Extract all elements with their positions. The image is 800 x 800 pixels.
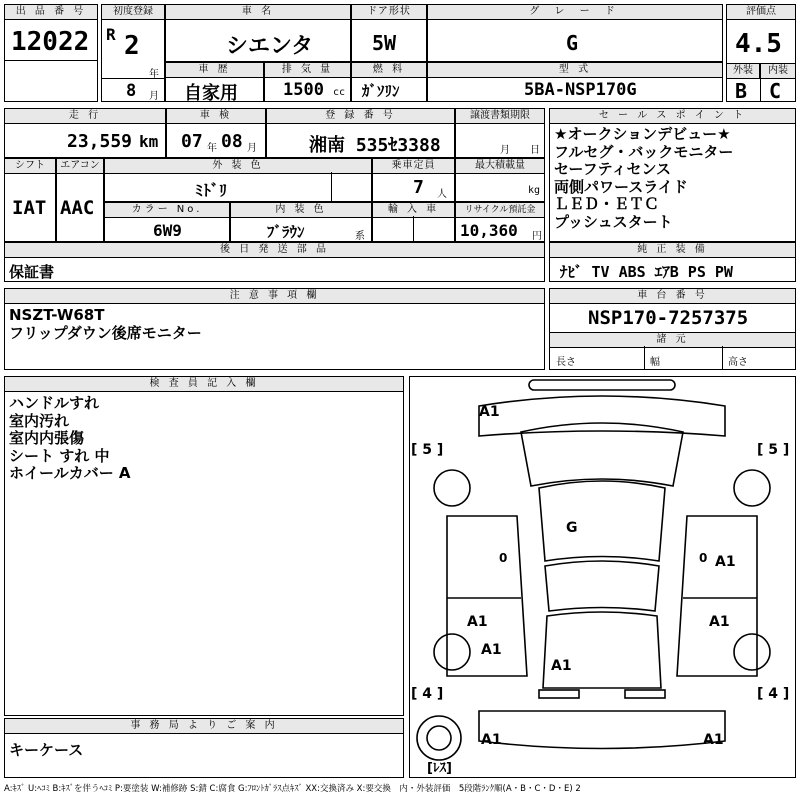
mileage: 23,559 [67, 131, 133, 152]
shift-box [4, 158, 56, 242]
registration-box [266, 108, 455, 158]
displacement-box [264, 62, 351, 102]
era: R [106, 25, 116, 44]
notes-box [4, 288, 545, 370]
equipment: ﾅﾋﾞ TV ABS ｴｱB PS PW [560, 263, 733, 281]
notes-list [9, 307, 202, 342]
int-color-label: 内 装 色 [230, 202, 372, 218]
sales-point-item: フルセグ・バックモニター [554, 142, 734, 161]
grade: G [566, 31, 579, 55]
inspection-label: 車 検 [166, 108, 266, 124]
rear-left-wheel [434, 634, 470, 670]
spec-divider-1 [644, 346, 645, 370]
capacity-box [372, 158, 455, 202]
int-color-box [230, 202, 372, 242]
sales-points-label: セ ー ル ス ポ イ ン ト [549, 108, 796, 124]
model-box [427, 62, 723, 102]
sales-point-item: ★オークションデビュー★ [554, 125, 731, 143]
recycle-unit: 円 [532, 231, 542, 242]
month-unit: 月 [149, 91, 159, 102]
max-load-box [455, 158, 545, 202]
int-score: C [769, 79, 782, 102]
rear-lamp-left [539, 690, 579, 698]
right-side-shape [677, 516, 757, 676]
ext-color: ﾐﾄﾞﾘ [195, 181, 228, 200]
inspector-box [4, 376, 404, 716]
sales-point-item: セーフティセンス [554, 160, 672, 178]
registration-label: 登 録 番 号 [266, 108, 455, 124]
score-box [726, 4, 796, 102]
notes-line: NSZT-W68T [9, 306, 105, 324]
color-no: 6W9 [153, 221, 182, 240]
ac: AAC [60, 197, 95, 219]
first-registration-box [101, 4, 165, 102]
rear-left-count: [ 4 ] [411, 686, 444, 702]
inspector-line: ハンドルすれ [9, 394, 100, 412]
first-reg-divider [102, 78, 164, 79]
notes-line: フリップダウン後席モニター [9, 323, 202, 342]
rear-outline [479, 711, 725, 749]
inspection-year-unit: 年 [207, 143, 217, 154]
damage-mark: 0 [699, 551, 708, 565]
office-box [4, 718, 404, 778]
equipment-box [549, 242, 796, 282]
recycle-amount: 10,360 [460, 221, 518, 240]
damage-mark: A1 [467, 614, 488, 630]
score: 4.5 [735, 29, 782, 59]
damage-mark: 0 [499, 551, 508, 565]
chassis-box [549, 288, 796, 370]
rear-lamp-right [625, 690, 665, 698]
lot-number-label: 出 品 番 号 [4, 4, 98, 20]
front-right-count: [ 5 ] [757, 442, 790, 458]
office-label: 事 務 局 よ り ご 案 内 [4, 718, 404, 734]
specs-label: 諸 元 [549, 332, 796, 348]
inspection-box [166, 108, 266, 158]
inspector-line: 室内内張傷 [9, 429, 85, 447]
later-parts: 保証書 [9, 263, 55, 281]
color-no-label: カラー No. [104, 202, 230, 218]
damage-mark: A1 [479, 404, 500, 420]
capacity-unit: 人 [437, 189, 447, 200]
shift-label: シフト [4, 158, 56, 174]
car-name-box [165, 4, 351, 62]
year-unit: 年 [149, 69, 159, 80]
inspector-line: シート すれ 中 [9, 446, 110, 465]
score-sub-divider [760, 63, 761, 102]
history: 自家用 [184, 83, 238, 102]
inspector-line: 室内汚れ [9, 411, 70, 430]
first-registration-label: 初度登録 [101, 4, 165, 20]
recycle-box [455, 202, 545, 242]
car-name: シエンタ [226, 34, 314, 59]
fuel-label: 燃 料 [351, 62, 427, 78]
model-label: 型 式 [427, 62, 723, 78]
history-label: 車 歴 [165, 62, 264, 78]
color-no-box [104, 202, 230, 242]
ext-color-label: 外 装 色 [104, 158, 372, 174]
first-reg-month: 8 [126, 81, 137, 101]
door-label: ドア形状 [351, 4, 427, 20]
door-shape: 5W [372, 31, 397, 55]
lot-number-divider [5, 60, 97, 61]
registration-number: 湘南 535ｾ3388 [309, 135, 441, 156]
width-label: 幅 [650, 357, 660, 368]
legend: A:ｷｽﾞ U:ﾍｺﾐ B:ｷｽﾞを伴うﾍｺﾐ P:要塗装 W:補修跡 S:錆 C:腐食 G:ﾌﾛﾝﾄｶﾞﾗｽ点ｷｽﾞ XX:交換済み X:要交換 内・外装評価 5段階ﾗﾝｸ順(A・B・C・D・E) 2 [4, 784, 581, 794]
grade-box [427, 4, 723, 62]
front-left-count: [ 5 ] [411, 442, 444, 458]
front-right-wheel [734, 470, 770, 506]
spare-hub [427, 726, 451, 750]
office-note: キーケース [9, 741, 84, 759]
transfer-day-unit: 日 [530, 145, 540, 156]
later-parts-label: 後 日 発 送 部 品 [4, 242, 545, 258]
capacity: 7 [413, 177, 424, 198]
displacement: 1500 [283, 80, 324, 100]
import-label: 輸 入 車 [372, 202, 455, 218]
inspection-month: 08 [221, 131, 243, 152]
capacity-label: 乗車定員 [372, 158, 455, 174]
damage-mark: A1 [709, 614, 730, 630]
max-load-unit: kg [528, 185, 541, 196]
rear-hatch-shape [543, 612, 661, 688]
damage-mark: A1 [481, 642, 502, 658]
inspection-year: 07 [181, 131, 203, 152]
height-label: 高さ [728, 357, 748, 368]
chassis-number: NSP170-7257375 [588, 307, 749, 329]
ac-box [56, 158, 104, 242]
mileage-label: 走 行 [4, 108, 166, 124]
transfer-month-unit: 月 [500, 145, 510, 156]
import-box [372, 202, 455, 242]
spare-label: [ﾚｽ] [427, 761, 452, 776]
car-diagram-box [409, 376, 796, 778]
car-name-label: 車 名 [165, 4, 351, 20]
damage-mark: G [566, 520, 578, 536]
ext-color-box [104, 158, 372, 202]
sales-points-list [554, 126, 733, 231]
sales-point-item: 両側パワースライド [554, 177, 688, 196]
ext-label: 外装 [726, 63, 760, 79]
rear-right-wheel [734, 634, 770, 670]
max-load-label: 最大積載量 [455, 158, 545, 174]
notes-label: 注 意 事 項 欄 [4, 288, 545, 304]
roof-shape [539, 481, 665, 561]
mileage-box [4, 108, 166, 158]
transfer-deadline-label: 譲渡書類期限 [455, 108, 545, 124]
spare-tire [417, 716, 461, 760]
int-color: ﾌﾞﾗｳﾝ [267, 223, 305, 241]
rear-roof-shape [545, 561, 659, 611]
sales-point-item: ＬＥＤ・ＥＴＣ [554, 195, 660, 213]
damage-mark: A1 [481, 732, 502, 748]
inspector-list [9, 395, 131, 483]
lot-number: 12022 [11, 27, 90, 57]
rear-right-count: [ 4 ] [757, 686, 790, 702]
model-code: 5BA-NSP170G [524, 80, 637, 100]
score-label: 評価点 [726, 4, 796, 20]
fuel-box [351, 62, 427, 102]
inspection-month-unit: 月 [247, 143, 257, 154]
spec-divider-2 [722, 346, 723, 370]
sales-point-item: プッシュスタート [554, 212, 673, 231]
history-box [165, 62, 264, 102]
inspector-label: 検 査 員 記 入 欄 [4, 376, 404, 392]
int-label: 内装 [760, 63, 796, 79]
chassis-label: 車 台 番 号 [549, 288, 796, 304]
fuel: ｶﾞｿﾘﾝ [362, 82, 400, 100]
ac-label: エアコン [56, 158, 104, 174]
first-reg-year: 2 [124, 31, 140, 61]
import-divider [413, 216, 414, 242]
inspector-line: ホイールカバー A [9, 464, 131, 482]
displacement-unit: cc [333, 87, 346, 98]
front-left-wheel [434, 470, 470, 506]
damage-mark: A1 [703, 732, 724, 748]
grade-label: グ レ ー ド [427, 4, 723, 20]
ext-score: B [735, 79, 748, 102]
mileage-unit: km [139, 132, 159, 151]
car-diagram [409, 376, 796, 778]
front-bumper-shape [529, 380, 675, 390]
sales-points-box [549, 108, 796, 242]
later-parts-box [4, 242, 545, 282]
int-color-unit: 系 [355, 231, 365, 242]
shift: IAT [12, 197, 47, 219]
door-box [351, 4, 427, 62]
length-label: 長さ [556, 357, 576, 368]
front-outline [479, 396, 725, 436]
transfer-deadline-box [455, 108, 545, 158]
lot-number-box [4, 4, 98, 102]
displacement-label: 排 気 量 [264, 62, 351, 78]
ext-color-divider [331, 172, 332, 202]
damage-mark: A1 [551, 658, 572, 674]
damage-mark: A1 [715, 554, 736, 570]
equipment-label: 純 正 装 備 [549, 242, 796, 258]
recycle-label: リサイクル預託金 [455, 202, 545, 218]
